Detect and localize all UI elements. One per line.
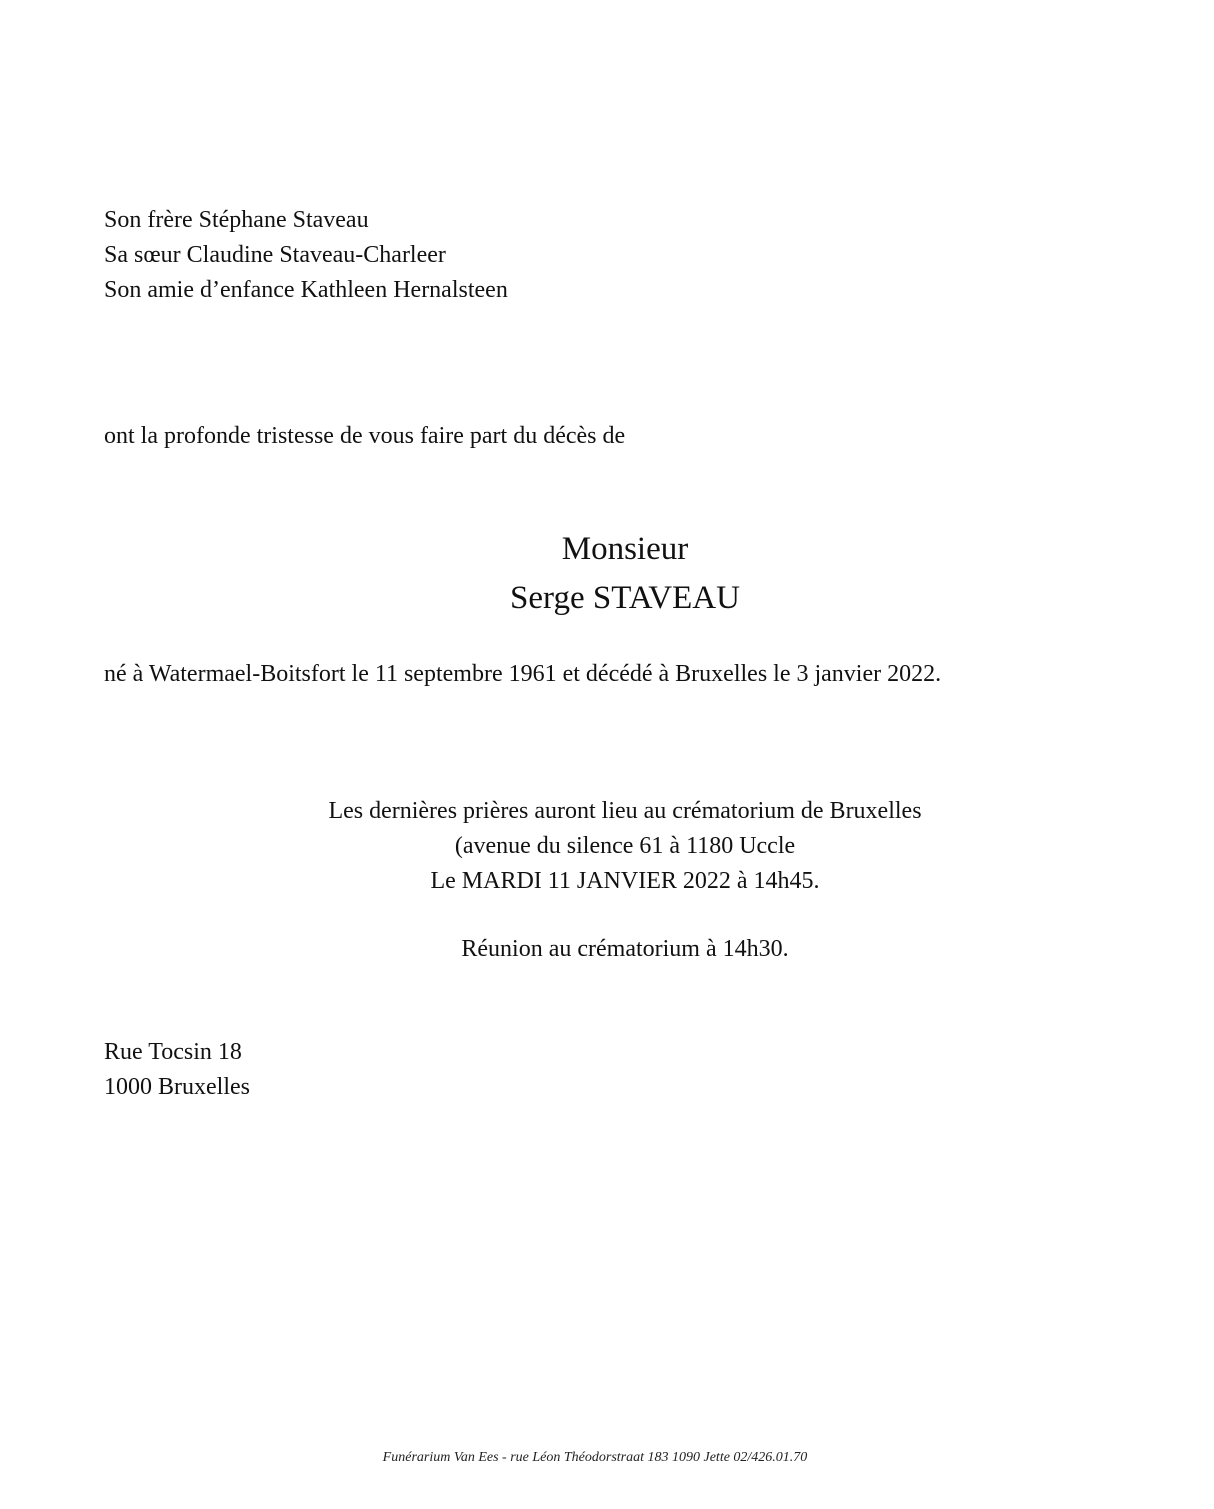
birth-death: né à Watermael-Boitsfort le 11 septembre 1961 et décédé à Bruxelles le 3 janvier 2022.	[104, 661, 942, 687]
ceremony-line: Les dernières prières auront lieu au crématorium de Bruxelles	[328, 798, 922, 824]
deceased-name: Serge STAVEAU	[510, 580, 740, 616]
family-line: Son frère Stéphane Staveau	[104, 207, 369, 233]
family-list	[104, 203, 508, 308]
address	[104, 1035, 250, 1105]
footer: Funérarium Van Ees - rue Léon Théodorstraat 183 1090 Jette 02/426.01.70	[382, 1450, 808, 1465]
ceremony-info	[0, 794, 1214, 899]
deceased-title: Monsieur	[561, 531, 689, 567]
meeting-info: Réunion au crématorium à 14h30.	[461, 936, 789, 962]
family-line: Son amie d’enfance Kathleen Hernalsteen	[104, 277, 508, 303]
announcement: ont la profonde tristesse de vous faire part du décès de	[104, 423, 626, 449]
address-line: 1000 Bruxelles	[104, 1074, 250, 1100]
address-line: Rue Tocsin 18	[104, 1039, 242, 1065]
ceremony-line: Le MARDI 11 JANVIER 2022 à 14h45.	[430, 868, 820, 894]
ceremony-line: (avenue du silence 61 à 1180 Uccle	[454, 833, 796, 859]
family-line: Sa sœur Claudine Staveau-Charleer	[104, 242, 446, 268]
